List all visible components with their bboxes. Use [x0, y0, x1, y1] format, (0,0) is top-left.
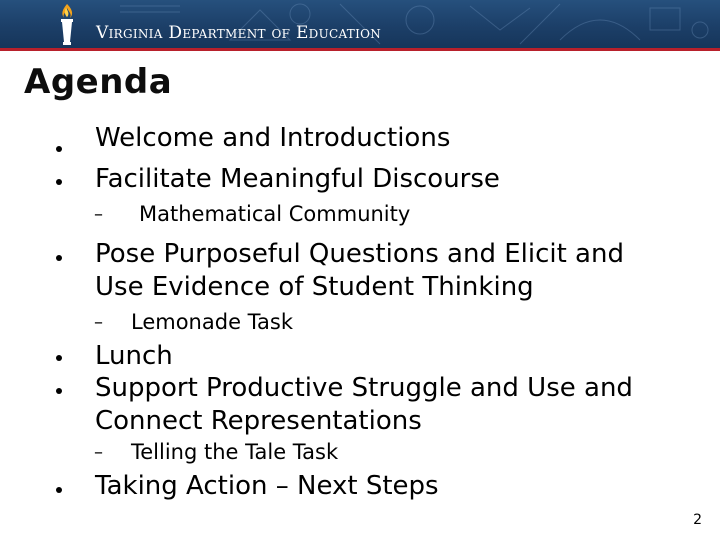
dash-icon: –: [94, 442, 103, 463]
bullet-icon: [56, 487, 62, 493]
header-divider: [0, 48, 720, 51]
header-banner: [0, 0, 720, 48]
agenda-subitem: Telling the Tale Task: [131, 440, 339, 464]
bullet-icon: [56, 355, 62, 361]
dash-icon: –: [94, 312, 103, 333]
agenda-item-line1: Support Productive Struggle and Use and: [95, 373, 633, 403]
slide-title: Agenda: [24, 62, 173, 102]
agenda-item: Lunch: [95, 341, 173, 371]
bullet-icon: [56, 146, 62, 152]
bullet-icon: [56, 388, 62, 394]
agenda-item-line2: Connect Representations: [95, 406, 422, 436]
agenda-item: Welcome and Introductions: [95, 123, 451, 153]
agenda-item: Facilitate Meaningful Discourse: [95, 164, 500, 194]
page-number: 2: [693, 512, 702, 528]
bullet-icon: [56, 179, 62, 185]
agenda-item-line1: Pose Purposeful Questions and Elicit and: [95, 239, 624, 269]
agenda-item-line2: Use Evidence of Student Thinking: [95, 272, 534, 302]
bullet-icon: [56, 255, 62, 261]
agenda-subitem: Mathematical Community: [139, 202, 411, 226]
organization-title: Virginia Department of Education: [96, 23, 382, 43]
agenda-item: Taking Action – Next Steps: [95, 471, 439, 501]
torch-icon: [52, 2, 82, 46]
agenda-subitem: Lemonade Task: [131, 310, 293, 334]
dash-icon: –: [94, 204, 103, 225]
